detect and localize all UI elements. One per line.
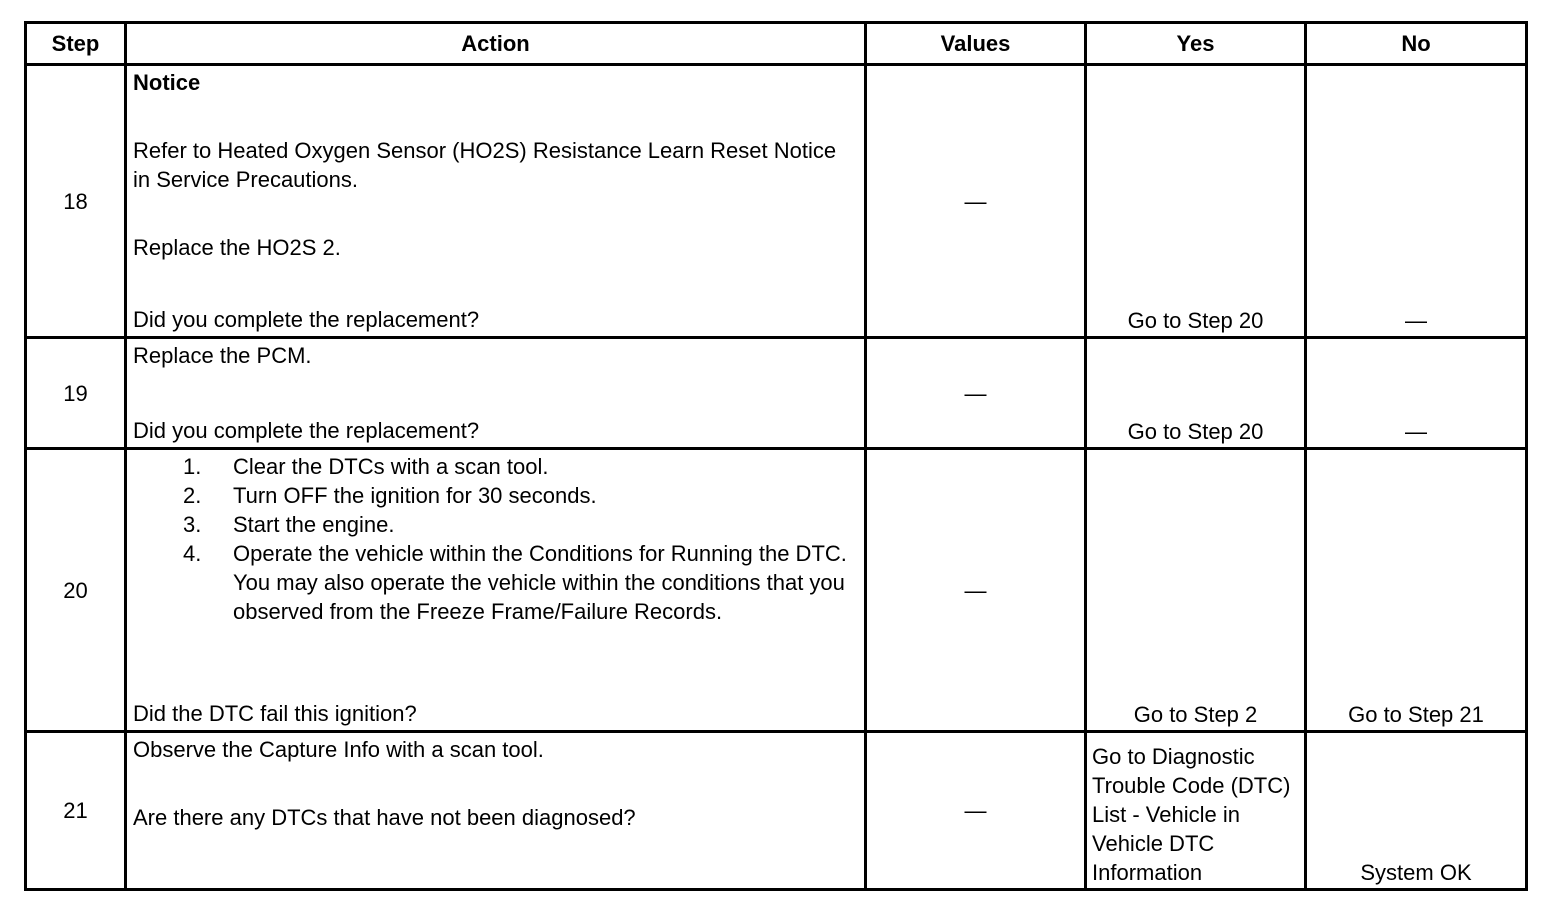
header-row xyxy=(26,23,1527,65)
values-cell: — xyxy=(866,449,1086,732)
list-item-text: Start the engine. xyxy=(233,512,395,537)
question-text: Did you complete the replacement? xyxy=(133,418,480,443)
list-item-text: Clear the DTCs with a scan tool. xyxy=(233,454,549,479)
list-item-text: Operate the vehicle within the Conditions for Running the DTC. You may also operate the vehicle within the conditions that you observed from the Freeze Frame/Failure Records. xyxy=(233,541,847,624)
yes-link[interactable]: Go to Diagnostic Trouble Code (DTC) List - Vehicle in Vehicle DTC Information xyxy=(1086,732,1306,890)
question-text: Are there any DTCs that have not been diagnosed? xyxy=(133,805,636,830)
header-step: Step xyxy=(26,23,126,65)
header-values: Values xyxy=(866,23,1086,65)
table-row xyxy=(26,732,1527,890)
procedure-list xyxy=(133,452,858,626)
list-item xyxy=(133,481,858,510)
values-cell: — xyxy=(866,338,1086,449)
no-cell: System OK xyxy=(1306,732,1527,890)
notice-text: Refer to Heated Oxygen Sensor (HO2S) Resistance Learn Reset Notice in Service Precautions. xyxy=(133,138,837,192)
table-row xyxy=(26,338,1527,449)
table-row xyxy=(26,65,1527,338)
question-text: Did the DTC fail this ignition? xyxy=(133,701,417,726)
list-item-number: 1. xyxy=(183,454,202,479)
values-cell: — xyxy=(866,732,1086,890)
action-cell xyxy=(126,65,866,338)
no-cell: — xyxy=(1306,338,1527,449)
header-yes: Yes xyxy=(1086,23,1306,65)
question-text: Did you complete the replacement? xyxy=(133,307,480,332)
instruction-text: Replace the PCM. xyxy=(133,343,312,368)
notice-title: Notice xyxy=(133,70,201,95)
list-item-number: 3. xyxy=(183,512,202,537)
yes-link[interactable]: Go to Step 2 xyxy=(1086,449,1306,732)
no-link[interactable]: Go to Step 21 xyxy=(1306,449,1527,732)
instruction-text: Replace the HO2S 2. xyxy=(133,235,341,260)
list-item xyxy=(133,452,858,481)
header-action: Action xyxy=(126,23,866,65)
yes-link[interactable]: Go to Step 20 xyxy=(1086,338,1306,449)
step-number: 20 xyxy=(26,449,126,732)
table-row xyxy=(26,449,1527,732)
values-cell: — xyxy=(866,65,1086,338)
step-number: 18 xyxy=(26,65,126,338)
list-item xyxy=(133,539,858,626)
list-item-number: 4. xyxy=(183,541,202,566)
diagnostic-table xyxy=(24,21,1528,891)
action-cell xyxy=(126,338,866,449)
no-cell: — xyxy=(1306,65,1527,338)
list-item xyxy=(133,510,858,539)
action-cell xyxy=(126,449,866,732)
list-item-number: 2. xyxy=(183,483,202,508)
step-number: 21 xyxy=(26,732,126,890)
instruction-text: Observe the Capture Info with a scan tool. xyxy=(133,737,544,762)
list-item-text: Turn OFF the ignition for 30 seconds. xyxy=(233,483,597,508)
step-number: 19 xyxy=(26,338,126,449)
header-no: No xyxy=(1306,23,1527,65)
yes-link[interactable]: Go to Step 20 xyxy=(1086,65,1306,338)
action-cell xyxy=(126,732,866,890)
